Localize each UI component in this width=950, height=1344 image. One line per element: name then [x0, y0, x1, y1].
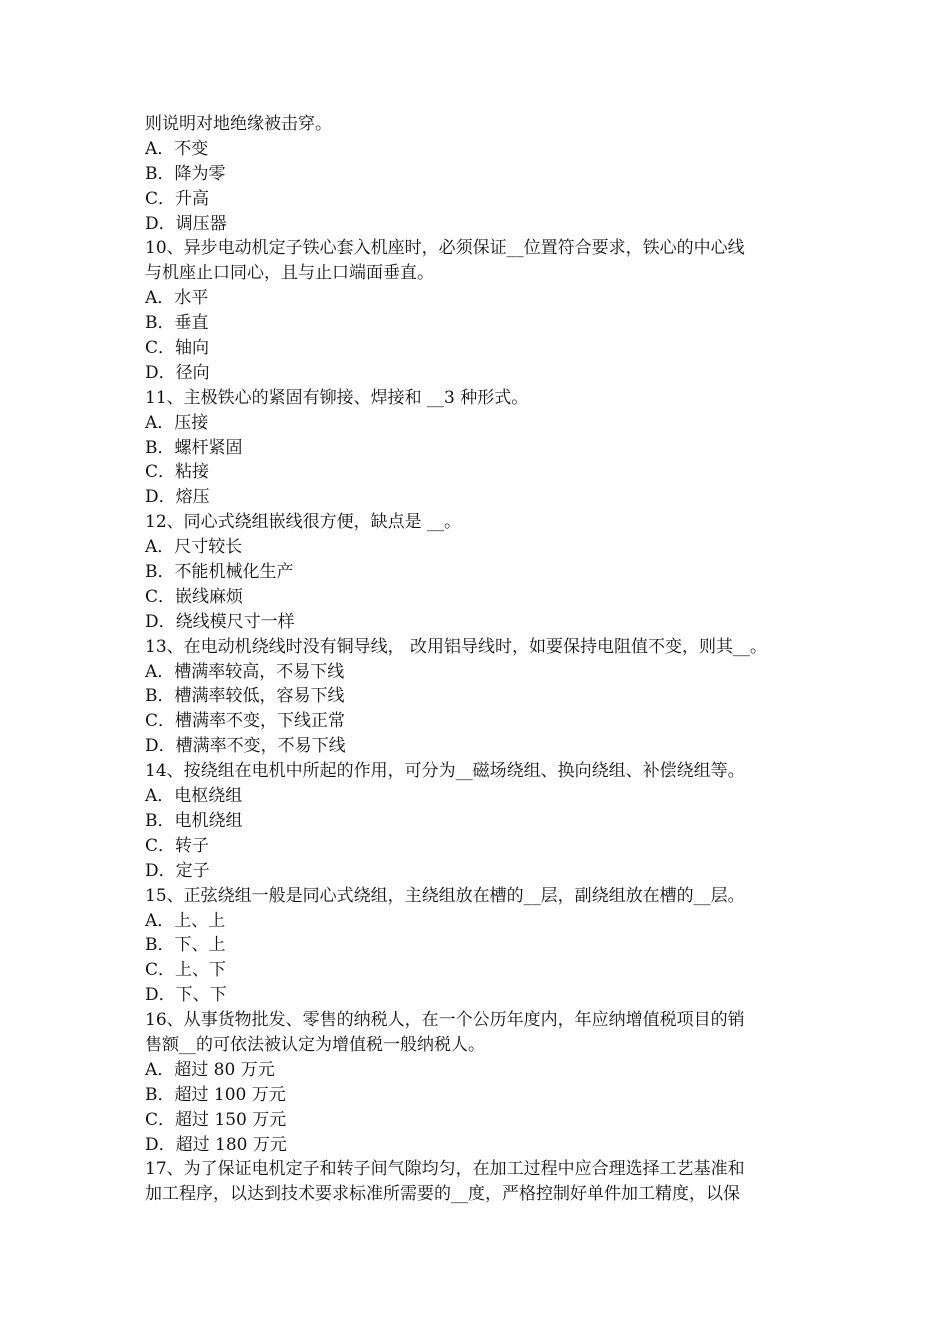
- text-line: 则说明对地绝缘被击穿。: [145, 114, 332, 134]
- question-11: 11、主极铁心的紧固有铆接、焊接和 __3 种形式。: [145, 387, 529, 408]
- option-d: D．定子: [145, 860, 210, 881]
- question-17-cont: 加工程序，以达到技术要求标准所需要的__度，严格控制好单件加工精度，以保: [145, 1184, 740, 1205]
- question-10-cont: 与机座止口同心，且与止口端面垂直。: [145, 263, 434, 284]
- option-b: B．降为零: [145, 163, 226, 184]
- question-10: 10、异步电动机定子铁心套入机座时，必须保证__位置符合要求，铁心的中心线: [145, 238, 745, 259]
- document-page: [145, 112, 815, 1207]
- question-15: 15、正弦绕组一般是同心式绕组，主绕组放在槽的__层，副绕组放在槽的__层。: [145, 885, 745, 906]
- option-d: D．槽满率不变，不易下线: [145, 736, 346, 757]
- option-d: D．超过 180 万元: [145, 1134, 287, 1155]
- option-a: A．水平: [145, 288, 209, 309]
- option-b: B．不能机械化生产: [145, 562, 294, 583]
- option-a: A．尺寸较长: [145, 537, 243, 558]
- option-c: C．转子: [145, 835, 210, 856]
- option-c: C．超过 150 万元: [145, 1109, 287, 1130]
- option-c: C．升高: [145, 188, 210, 209]
- option-d: D．绕线模尺寸一样: [145, 611, 295, 632]
- option-c: C．上、下: [145, 960, 227, 981]
- option-c: C．轴向: [145, 338, 210, 359]
- option-c: C．嵌线麻烦: [145, 586, 244, 607]
- option-a: A．不变: [145, 138, 209, 159]
- option-c: C．粘接: [145, 462, 210, 483]
- question-14: 14、按绕组在电机中所起的作用，可分为__磁场绕组、换向绕组、补偿绕组等。: [145, 761, 745, 782]
- option-b: B．垂直: [145, 313, 209, 334]
- question-17: 17、为了保证电机定子和转子间气隙均匀，在加工过程中应合理选择工艺基准和: [145, 1159, 745, 1180]
- option-d: D．下、下: [145, 985, 227, 1006]
- option-d: D．熔压: [145, 487, 210, 508]
- option-a: A．超过 80 万元: [145, 1059, 275, 1080]
- option-a: A．电枢绕组: [145, 786, 243, 807]
- question-13: 13、在电动机绕线时没有铜导线， 改用铝导线时，如要保持电阻值不变，则其__。: [145, 636, 768, 657]
- option-b: B．槽满率较低，容易下线: [145, 686, 345, 707]
- question-12: 12、同心式绕组嵌线很方便，缺点是 __。: [145, 512, 462, 533]
- question-16: 16、从事货物批发、零售的纳税人，在一个公历年度内，年应纳增值税项目的销: [145, 1010, 745, 1031]
- option-a: A．上、上: [145, 910, 226, 931]
- option-a: A．槽满率较高，不易下线: [145, 661, 345, 682]
- option-b: B．电机绕组: [145, 810, 243, 831]
- option-b: B．螺杆紧固: [145, 437, 243, 458]
- option-b: B．超过 100 万元: [145, 1084, 286, 1105]
- option-c: C．槽满率不变，下线正常: [145, 711, 346, 732]
- option-d: D．调压器: [145, 213, 227, 234]
- option-d: D．径向: [145, 362, 210, 383]
- option-a: A．压接: [145, 412, 209, 433]
- question-16-cont: 售额__的可依法被认定为增值税一般纳税人。: [145, 1034, 485, 1055]
- option-b: B．下、上: [145, 935, 226, 956]
